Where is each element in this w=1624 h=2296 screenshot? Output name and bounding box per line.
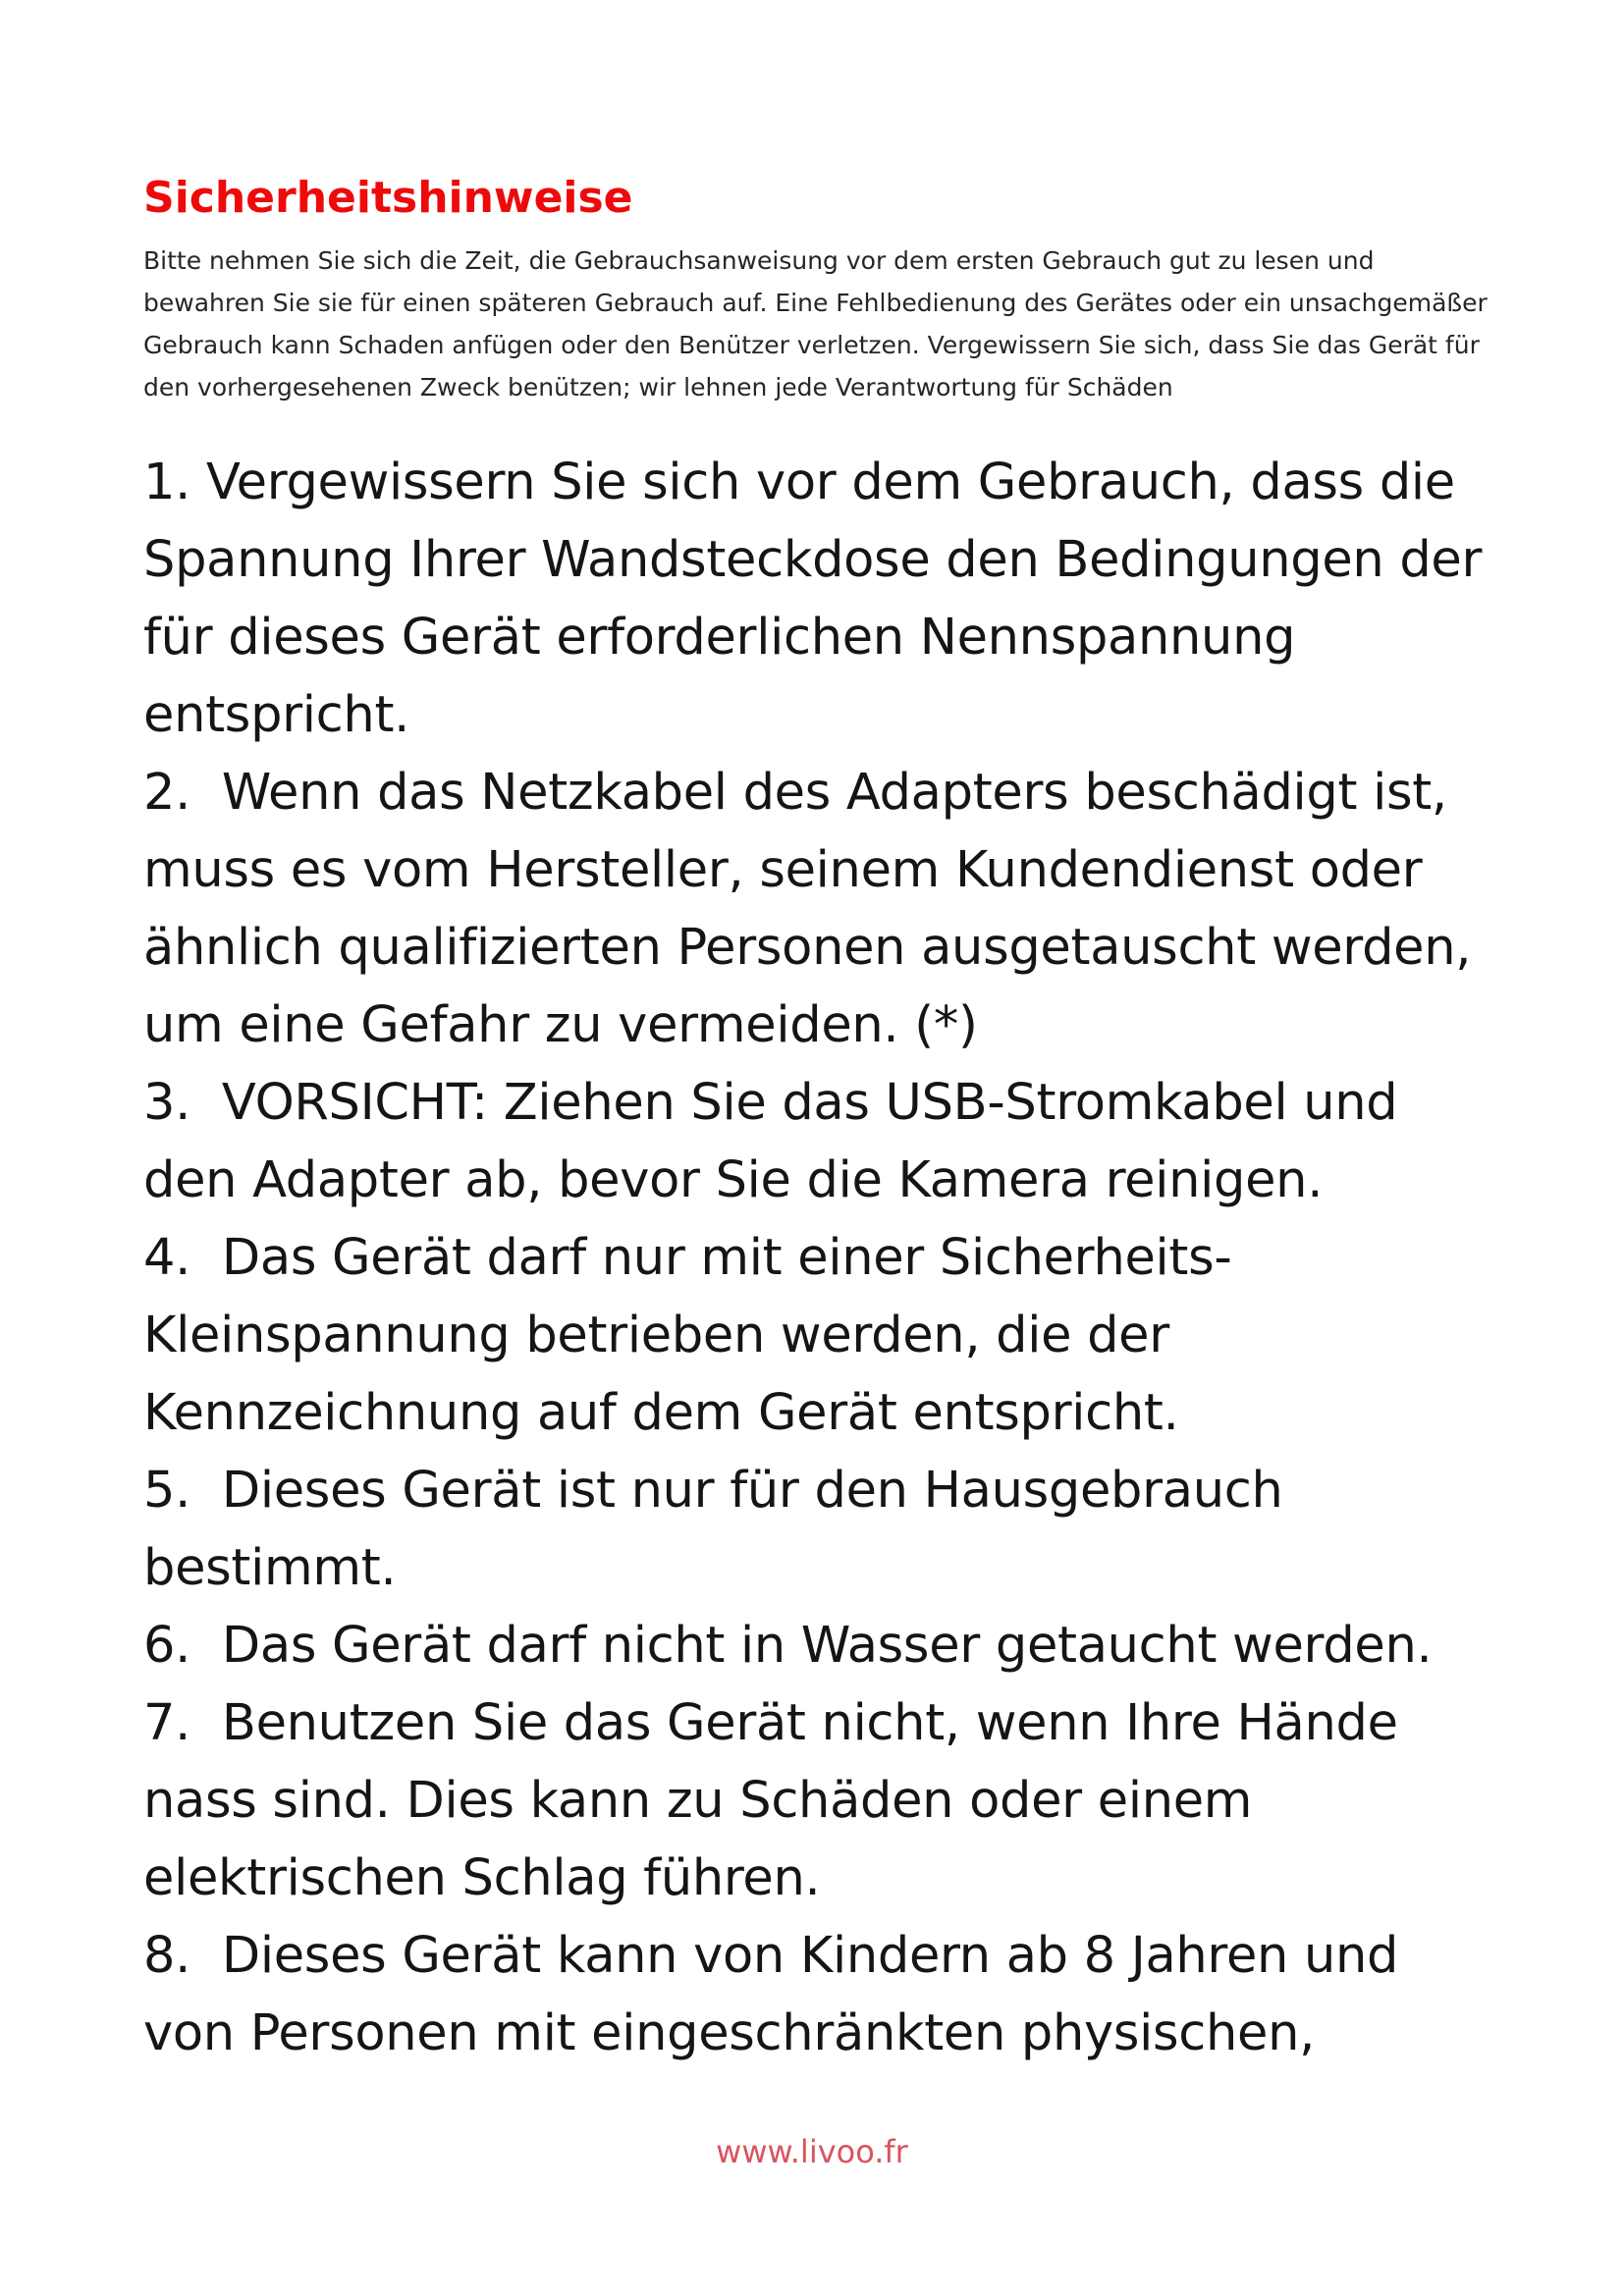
rule-text: VORSICHT: Ziehen Sie das USB-Stromkabel und den Adapter ab, bevor Sie die Kamera reinigen.: [143, 1074, 1398, 1209]
rule-text: Benutzen Sie das Gerät nicht, wenn Ihre Hände nass sind. Dies kann zu Schäden oder einem elektrischen Schlag führen.: [143, 1694, 1398, 1907]
list-item: [143, 1607, 1498, 1684]
list-item: [143, 1917, 1498, 2072]
rule-number: 7.: [143, 1694, 222, 1752]
rule-number: 3.: [143, 1074, 222, 1132]
rule-text: Dieses Gerät kann von Kindern ab 8 Jahren und von Personen mit eingeschränkten physischen,: [143, 1927, 1399, 2062]
list-item: [143, 444, 1498, 754]
rule-text: Wenn das Netzkabel des Adapters beschädigt ist, muss es vom Hersteller, seinem Kundendienst oder ähnlich qualifizierten Personen ausgetauscht werden, um eine Gefahr zu vermeiden. (*): [143, 764, 1472, 1054]
list-item: [143, 754, 1498, 1064]
rule-number: 8.: [143, 1927, 222, 1985]
rule-text: Das Gerät darf nur mit einer Sicherheits-Kleinspannung betrieben werden, die der Kennzeichnung auf dem Gerät entspricht.: [143, 1229, 1232, 1442]
rule-number: 2.: [143, 764, 222, 822]
safety-rules-list: [143, 444, 1498, 2072]
list-item: [143, 1219, 1498, 1452]
rule-number: 5.: [143, 1462, 222, 1520]
document-page: [143, 167, 1498, 2072]
rule-text: Dieses Gerät ist nur für den Hausgebrauch bestimmt.: [143, 1462, 1283, 1597]
list-item: [143, 1452, 1498, 1607]
intro-paragraph: Bitte nehmen Sie sich die Zeit, die Gebrauchsanweisung vor dem ersten Gebrauch gut zu lesen und bewahren Sie sie für einen späteren Gebrauch auf. Eine Fehlbedienung des Gerätes oder ein unsachgemäßer Gebrauch kann Schaden anfügen oder den Benützer verletzen. Vergewissern Sie sich, dass Sie das Gerät für den vorhergesehenen Zweck benützen; wir lehnen jede Verantwortung für Schäden: [143, 246, 1488, 401]
rule-text: Vergewissern Sie sich vor dem Gebrauch, dass die Spannung Ihrer Wandsteckdose den Bedingungen der für dieses Gerät erforderlichen Nennspannung entspricht.: [143, 454, 1483, 744]
list-item: [143, 1064, 1498, 1219]
list-item: [143, 1684, 1498, 1917]
rule-text: Das Gerät darf nicht in Wasser getaucht werden.: [221, 1617, 1433, 1675]
footer-website-link[interactable]: www.livoo.fr: [716, 2133, 908, 2170]
page-title: Sicherheitshinweise: [143, 173, 633, 223]
rule-number: 4.: [143, 1229, 222, 1287]
rule-number: 1.: [143, 454, 206, 511]
rule-number: 6.: [143, 1617, 222, 1675]
